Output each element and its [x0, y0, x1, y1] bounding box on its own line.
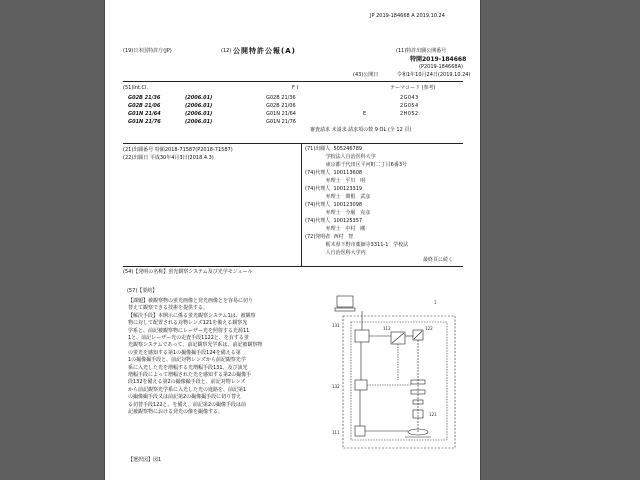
ipc-version: (2006.01): [185, 111, 213, 117]
divider: [123, 143, 463, 144]
filing-date: (22)出願日 平成30年4月3日(2018.4.3): [123, 155, 214, 161]
theme-code: 2G043: [400, 95, 419, 101]
application-number: (21)出願番号 特願2018-71587(P2018-71587): [123, 147, 233, 153]
detector-box: [355, 380, 367, 390]
label-132: 132: [332, 384, 340, 389]
agent: (74)代理人 100125357 弁理士 中村 剛: [305, 218, 366, 232]
optics-enclosure: [351, 322, 447, 440]
ipc-version: (2006.01): [185, 103, 213, 109]
fi-class: G01N 21/64: [266, 111, 296, 117]
fi-class: G01N 21/76: [266, 119, 296, 125]
pub-number: 特開2019-184668: [410, 56, 467, 63]
continued-note: 最終頁に続く: [423, 257, 454, 263]
theme-code-label: テーマコード (参考): [390, 85, 436, 91]
pub-number-alt: (P2019-184668A): [419, 64, 463, 70]
light-source-box: [355, 426, 365, 436]
ipc-class: G01N 21/76: [128, 119, 161, 125]
agent: (74)代理人 100113608 弁理士 平川 明: [305, 170, 366, 184]
label-112: 112: [383, 326, 391, 331]
pub-date: 令和1年10月24日(2019.10.24): [397, 72, 471, 78]
label-122: 122: [425, 326, 433, 331]
inventor: (72)発明者 西村 智 栃木県下野市薬師寺3311-1 学校法 人自治医科大学内: [305, 234, 409, 256]
ipc-version: (2006.01): [185, 95, 213, 101]
int-cl-label: (51)Int.Cl.: [123, 85, 148, 91]
monitor: [337, 296, 353, 307]
fi-class: G02B 21/36: [266, 95, 296, 101]
pub-date-label: (43)公開日: [353, 72, 379, 78]
divider: [123, 81, 463, 82]
label-131: 131: [332, 323, 340, 328]
publication-kind: 公開特許公報(A): [233, 47, 296, 55]
agent: (74)代理人 100123098 弁理士 今堀 克彦: [305, 202, 371, 216]
system-enclosure: [343, 316, 455, 448]
ipc-class: G02B 21/36: [128, 95, 161, 101]
camera-box: [355, 330, 369, 342]
figure-number: 1: [434, 300, 437, 305]
kind-code: (12): [221, 48, 232, 54]
examination-line: 審査請求 未請求 請求項の数 9 OL (全 12 頁): [310, 127, 412, 133]
applicant: (71)出願人 505246789 学校法人自治医科大学 東京都千代田区平河町二丁目6番3号: [305, 146, 408, 168]
ipc-version: (2006.01): [185, 119, 213, 125]
figure-1-diagram: [329, 292, 469, 462]
abstract-body: 【課題】被観察物の蛍光画像と発光画像とを容易に切り 替えて観察できる技術を提供する。 【解決手段】本開示に係る蛍光観察システム1は、被観察 物に対して配置される対物レンズ121を備える観察光 学系と、前記被観察物にレーザー光を照射する光源11 1と、前記レーザー光の走査手段1122と、を有する蛍 光観察システムであって、前記観察光学系は、前記被観察物 の蛍光を感知する第1の撮像撮手段124を備える第 1の撮像撮手段と、前記対物レンズから前記観察光学 系に入光した光を増幅する光増幅手段131、及び該光 増幅手段によって増幅された光を感知する第2の撮像手 段132を備える第2の撮像撮手段と、前記対物レンズ から前記観察光学系に入光した光の進路を、前記第1 の撮像撮手段又は前記第2の撮像撮手段に切り替え る切替手段122と、を備え、前記第2の撮像手段は前 記被観察物における発光の像を撮像する。: [128, 298, 263, 416]
doc-reference: JP 2019-184668 A 2019.10.24: [370, 13, 445, 19]
ipc-class: G01N 21/64: [128, 111, 161, 117]
theme-code: 2H052: [400, 111, 419, 117]
fi-extra: E: [363, 111, 367, 117]
abstract-heading: (57)【要約】: [127, 288, 158, 294]
fi-label: F I: [292, 85, 298, 91]
office-code: (19)日本国特許庁(JP): [123, 48, 172, 54]
fi-class: G02B 21/06: [266, 103, 296, 109]
patent-page: [105, 0, 480, 480]
keyboard: [335, 308, 355, 311]
label-121: 121: [429, 412, 437, 417]
selected-figure: 【選択図】図1: [128, 457, 162, 463]
label-111: 111: [332, 430, 340, 435]
pub-number-label: (11)特許出願公開番号: [396, 48, 447, 54]
agent: (74)代理人 100123319 弁理士 関根 武彦: [305, 186, 371, 200]
theme-code: 2G054: [400, 103, 419, 109]
divider: [123, 266, 463, 267]
invention-title: (54)【発明の名称】蛍光観察システム及び光学モジュール: [123, 269, 253, 275]
ipc-class: G02B 21/06: [128, 103, 161, 109]
column-divider: [301, 143, 302, 266]
